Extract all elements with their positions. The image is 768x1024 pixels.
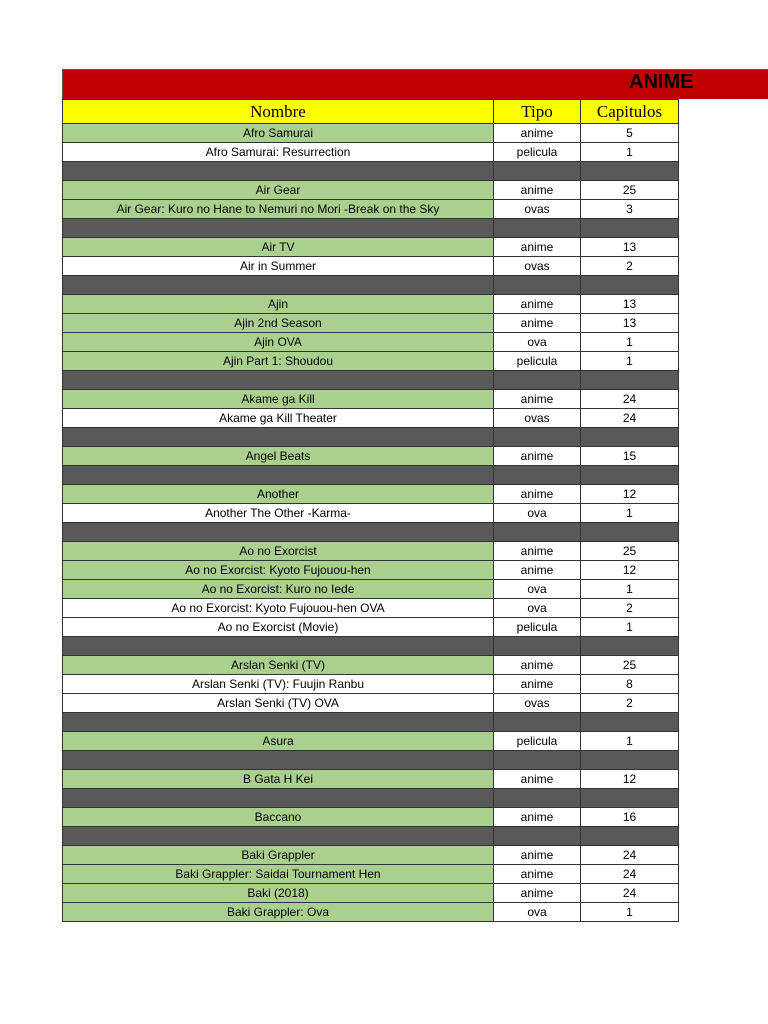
- table-row: [63, 314, 679, 333]
- cell-nombre[interactable]: Akame ga Kill: [63, 390, 494, 409]
- cell-capitulos[interactable]: 13: [581, 295, 679, 314]
- separator-row: [63, 637, 679, 656]
- table-row: [63, 675, 679, 694]
- cell-capitulos[interactable]: 3: [581, 200, 679, 219]
- cell-capitulos[interactable]: 2: [581, 257, 679, 276]
- cell-nombre[interactable]: Another The Other -Karma-: [63, 504, 494, 523]
- cell-nombre[interactable]: Ao no Exorcist: Kyoto Fujouou-hen OVA: [63, 599, 494, 618]
- cell-nombre[interactable]: Baki Grappler: Ova: [63, 903, 494, 922]
- cell-tipo[interactable]: anime: [494, 181, 581, 200]
- cell-capitulos[interactable]: 16: [581, 808, 679, 827]
- cell-capitulos[interactable]: [581, 219, 679, 238]
- cell-capitulos[interactable]: [581, 428, 679, 447]
- cell-tipo[interactable]: anime: [494, 770, 581, 789]
- separator-row: [63, 523, 679, 542]
- cell-nombre[interactable]: [63, 371, 494, 390]
- cell-capitulos[interactable]: 2: [581, 694, 679, 713]
- table-row: [63, 770, 679, 789]
- cell-capitulos[interactable]: 2: [581, 599, 679, 618]
- cell-tipo[interactable]: pelicula: [494, 618, 581, 637]
- cell-nombre[interactable]: Baki (2018): [63, 884, 494, 903]
- cell-capitulos[interactable]: [581, 751, 679, 770]
- cell-nombre[interactable]: [63, 428, 494, 447]
- cell-capitulos[interactable]: 12: [581, 485, 679, 504]
- cell-nombre[interactable]: [63, 827, 494, 846]
- table-row: [63, 903, 679, 922]
- cell-capitulos[interactable]: 1: [581, 732, 679, 751]
- table-row: [63, 542, 679, 561]
- cell-nombre[interactable]: Air in Summer: [63, 257, 494, 276]
- cell-nombre[interactable]: Ao no Exorcist (Movie): [63, 618, 494, 637]
- separator-row: [63, 276, 679, 295]
- cell-capitulos[interactable]: 13: [581, 238, 679, 257]
- title-bar: [62, 69, 768, 99]
- cell-nombre[interactable]: Arslan Senki (TV): [63, 656, 494, 675]
- header-nombre[interactable]: Nombre: [63, 100, 494, 124]
- table-row: [63, 409, 679, 428]
- sheet-title: ANIME: [629, 71, 694, 93]
- cell-tipo[interactable]: [494, 276, 581, 295]
- cell-tipo[interactable]: pelicula: [494, 732, 581, 751]
- cell-nombre[interactable]: Ajin Part 1: Shoudou: [63, 352, 494, 371]
- cell-tipo[interactable]: [494, 371, 581, 390]
- cell-tipo[interactable]: [494, 466, 581, 485]
- cell-capitulos[interactable]: [581, 276, 679, 295]
- cell-capitulos[interactable]: 8: [581, 675, 679, 694]
- cell-capitulos[interactable]: [581, 371, 679, 390]
- cell-tipo[interactable]: ova: [494, 903, 581, 922]
- cell-capitulos[interactable]: [581, 637, 679, 656]
- cell-tipo[interactable]: [494, 219, 581, 238]
- header-tipo[interactable]: Tipo: [494, 100, 581, 124]
- cell-tipo[interactable]: ova: [494, 599, 581, 618]
- cell-nombre[interactable]: Ao no Exorcist: [63, 542, 494, 561]
- table-row: [63, 694, 679, 713]
- cell-capitulos[interactable]: 25: [581, 181, 679, 200]
- cell-capitulos[interactable]: 24: [581, 846, 679, 865]
- cell-capitulos[interactable]: 25: [581, 656, 679, 675]
- table-row: [63, 599, 679, 618]
- cell-tipo[interactable]: [494, 827, 581, 846]
- cell-tipo[interactable]: anime: [494, 447, 581, 466]
- cell-nombre[interactable]: [63, 466, 494, 485]
- table-row: [63, 884, 679, 903]
- cell-capitulos[interactable]: 1: [581, 504, 679, 523]
- cell-tipo[interactable]: ovas: [494, 257, 581, 276]
- separator-row: [63, 751, 679, 770]
- cell-tipo[interactable]: anime: [494, 846, 581, 865]
- cell-tipo[interactable]: [494, 428, 581, 447]
- cell-nombre[interactable]: Afro Samurai: [63, 124, 494, 143]
- cell-tipo[interactable]: pelicula: [494, 352, 581, 371]
- table-row: [63, 504, 679, 523]
- cell-capitulos[interactable]: 24: [581, 865, 679, 884]
- cell-nombre[interactable]: Ao no Exorcist: Kyoto Fujouou-hen: [63, 561, 494, 580]
- cell-capitulos[interactable]: [581, 789, 679, 808]
- table-row: [63, 181, 679, 200]
- cell-nombre[interactable]: Baki Grappler: [63, 846, 494, 865]
- table-row: [63, 238, 679, 257]
- cell-nombre[interactable]: Ajin 2nd Season: [63, 314, 494, 333]
- cell-capitulos[interactable]: 1: [581, 903, 679, 922]
- cell-tipo[interactable]: pelicula: [494, 143, 581, 162]
- cell-tipo[interactable]: anime: [494, 295, 581, 314]
- separator-row: [63, 428, 679, 447]
- cell-nombre[interactable]: Ajin OVA: [63, 333, 494, 352]
- cell-nombre[interactable]: Arslan Senki (TV) OVA: [63, 694, 494, 713]
- cell-nombre[interactable]: Baccano: [63, 808, 494, 827]
- table-row: [63, 200, 679, 219]
- cell-nombre[interactable]: [63, 276, 494, 295]
- cell-tipo[interactable]: anime: [494, 485, 581, 504]
- cell-tipo[interactable]: [494, 162, 581, 181]
- table-row: [63, 257, 679, 276]
- table-row: [63, 618, 679, 637]
- table-row: [63, 732, 679, 751]
- cell-capitulos[interactable]: 15: [581, 447, 679, 466]
- cell-tipo[interactable]: [494, 637, 581, 656]
- cell-nombre[interactable]: Baki Grappler: Saidai Tournament Hen: [63, 865, 494, 884]
- cell-nombre[interactable]: Arslan Senki (TV): Fuujin Ranbu: [63, 675, 494, 694]
- cell-tipo[interactable]: anime: [494, 808, 581, 827]
- table-row: [63, 333, 679, 352]
- table-row: [63, 143, 679, 162]
- cell-capitulos[interactable]: [581, 162, 679, 181]
- cell-tipo[interactable]: anime: [494, 238, 581, 257]
- table-row: [63, 656, 679, 675]
- cell-tipo[interactable]: ova: [494, 333, 581, 352]
- cell-nombre[interactable]: Air TV: [63, 238, 494, 257]
- cell-capitulos[interactable]: 13: [581, 314, 679, 333]
- cell-nombre[interactable]: Ajin: [63, 295, 494, 314]
- cell-capitulos[interactable]: 5: [581, 124, 679, 143]
- cell-tipo[interactable]: ovas: [494, 694, 581, 713]
- table-row: [63, 580, 679, 599]
- cell-capitulos[interactable]: [581, 713, 679, 732]
- cell-tipo[interactable]: ovas: [494, 200, 581, 219]
- cell-nombre[interactable]: [63, 162, 494, 181]
- cell-tipo[interactable]: ovas: [494, 409, 581, 428]
- cell-capitulos[interactable]: [581, 523, 679, 542]
- table-row: [63, 295, 679, 314]
- cell-tipo[interactable]: ova: [494, 580, 581, 599]
- cell-nombre[interactable]: [63, 789, 494, 808]
- cell-nombre[interactable]: [63, 713, 494, 732]
- cell-nombre[interactable]: Akame ga Kill Theater: [63, 409, 494, 428]
- table-row: [63, 447, 679, 466]
- cell-tipo[interactable]: anime: [494, 124, 581, 143]
- separator-row: [63, 827, 679, 846]
- cell-capitulos[interactable]: [581, 827, 679, 846]
- cell-tipo[interactable]: anime: [494, 865, 581, 884]
- cell-capitulos[interactable]: [581, 466, 679, 485]
- separator-row: [63, 371, 679, 390]
- cell-tipo[interactable]: [494, 713, 581, 732]
- cell-nombre[interactable]: [63, 219, 494, 238]
- separator-row: [63, 466, 679, 485]
- cell-capitulos[interactable]: 1: [581, 333, 679, 352]
- cell-nombre[interactable]: [63, 523, 494, 542]
- table-row: [63, 390, 679, 409]
- cell-capitulos[interactable]: 24: [581, 884, 679, 903]
- cell-capitulos[interactable]: 24: [581, 390, 679, 409]
- cell-nombre[interactable]: Angel Beats: [63, 447, 494, 466]
- cell-nombre[interactable]: [63, 751, 494, 770]
- separator-row: [63, 789, 679, 808]
- cell-tipo[interactable]: [494, 751, 581, 770]
- cell-tipo[interactable]: anime: [494, 314, 581, 333]
- cell-nombre[interactable]: Air Gear: [63, 181, 494, 200]
- cell-capitulos[interactable]: 1: [581, 618, 679, 637]
- table-row: [63, 124, 679, 143]
- cell-tipo[interactable]: [494, 523, 581, 542]
- cell-tipo[interactable]: [494, 789, 581, 808]
- cell-tipo[interactable]: anime: [494, 675, 581, 694]
- cell-nombre[interactable]: Another: [63, 485, 494, 504]
- table-row: [63, 846, 679, 865]
- cell-tipo[interactable]: anime: [494, 884, 581, 903]
- cell-capitulos[interactable]: 1: [581, 143, 679, 162]
- cell-capitulos[interactable]: 1: [581, 580, 679, 599]
- cell-nombre[interactable]: Asura: [63, 732, 494, 751]
- cell-capitulos[interactable]: 12: [581, 561, 679, 580]
- cell-nombre[interactable]: Air Gear: Kuro no Hane to Nemuri no Mori -Break on the Sky: [63, 200, 494, 219]
- cell-tipo[interactable]: anime: [494, 561, 581, 580]
- cell-nombre[interactable]: Ao no Exorcist: Kuro no Iede: [63, 580, 494, 599]
- table-row: [63, 561, 679, 580]
- cell-tipo[interactable]: anime: [494, 542, 581, 561]
- cell-capitulos[interactable]: 12: [581, 770, 679, 789]
- separator-row: [63, 162, 679, 181]
- table-row: [63, 485, 679, 504]
- cell-capitulos[interactable]: 25: [581, 542, 679, 561]
- anime-table: [62, 99, 679, 922]
- separator-row: [63, 713, 679, 732]
- cell-capitulos[interactable]: 24: [581, 409, 679, 428]
- cell-nombre[interactable]: B Gata H Kei: [63, 770, 494, 789]
- header-row: [63, 100, 679, 124]
- cell-nombre[interactable]: [63, 637, 494, 656]
- cell-capitulos[interactable]: 1: [581, 352, 679, 371]
- cell-tipo[interactable]: ova: [494, 504, 581, 523]
- cell-tipo[interactable]: anime: [494, 390, 581, 409]
- cell-tipo[interactable]: anime: [494, 656, 581, 675]
- cell-nombre[interactable]: Afro Samurai: Resurrection: [63, 143, 494, 162]
- table-row: [63, 808, 679, 827]
- table-row: [63, 352, 679, 371]
- table-row: [63, 865, 679, 884]
- header-capitulos[interactable]: Capitulos: [581, 100, 679, 124]
- separator-row: [63, 219, 679, 238]
